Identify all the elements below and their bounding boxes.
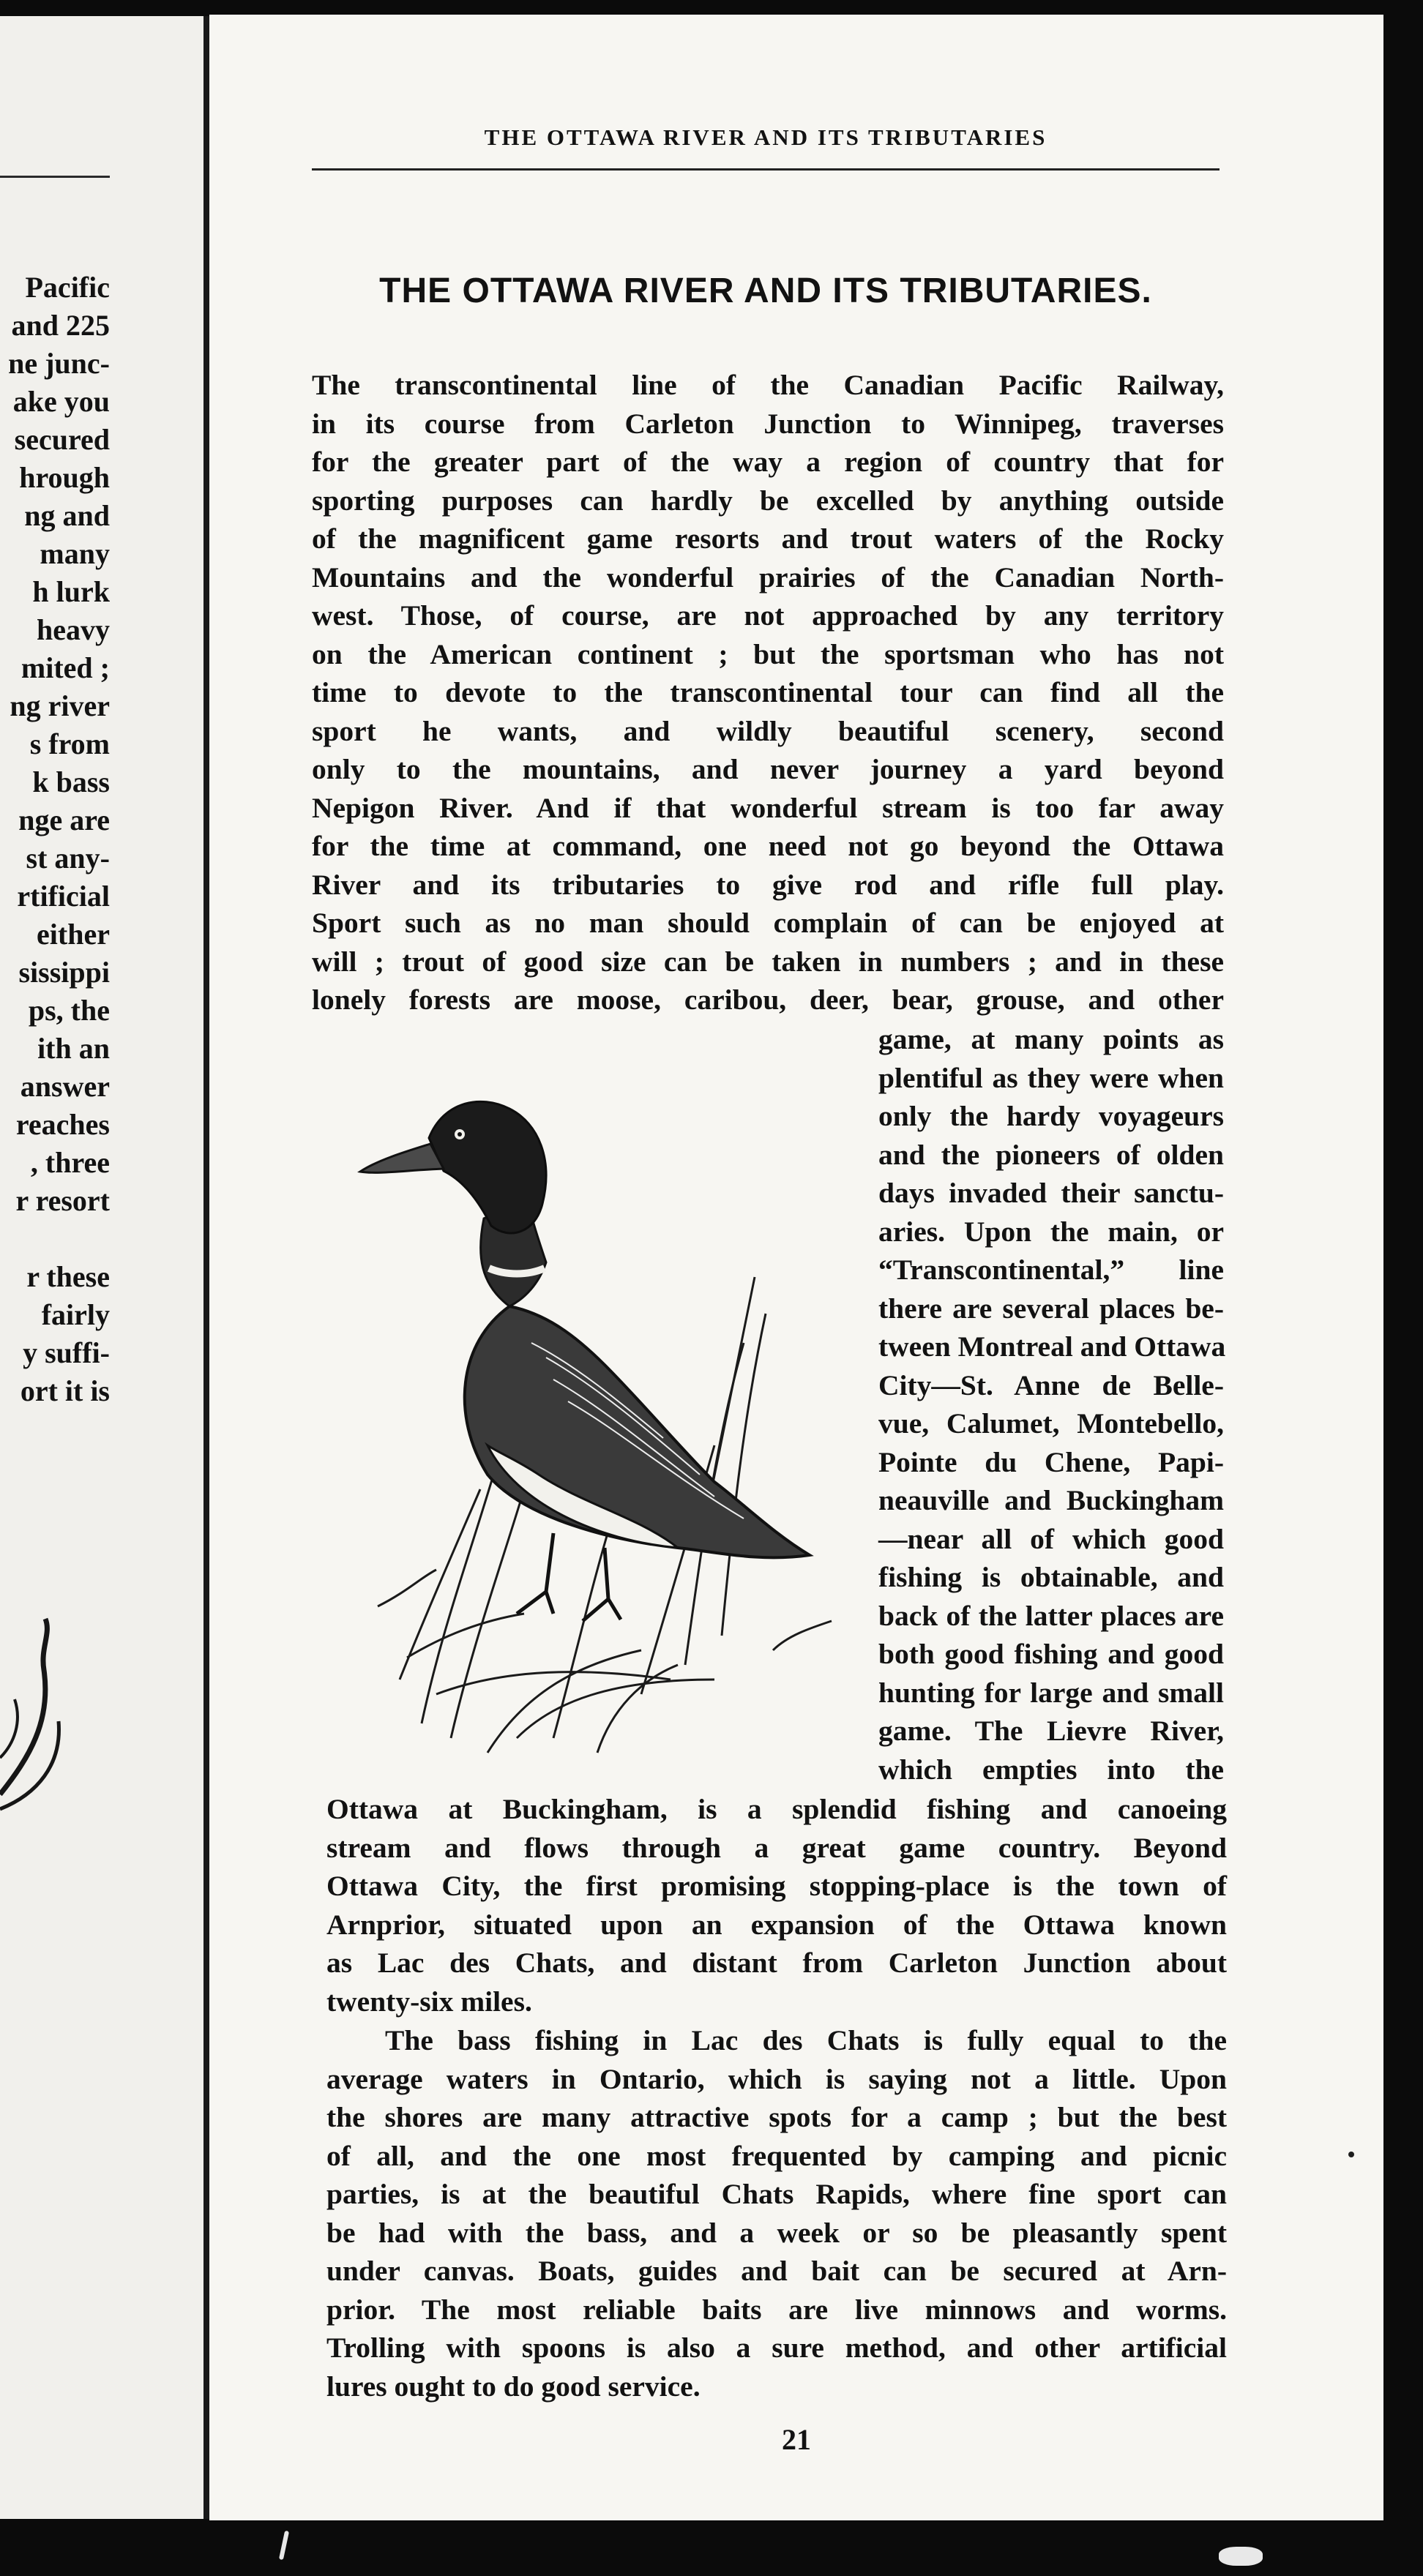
paragraph-1: [312, 366, 1224, 1019]
text-line: under canvas. Boats, guides and bait can be secured at Arn-: [326, 2255, 1227, 2287]
page-number: 21: [782, 2423, 811, 2456]
scan-border: [1383, 0, 1423, 2576]
text-line: aries. Upon the main, or: [878, 1215, 1224, 1248]
text-line: lonely forests are moose, caribou, deer, bear, grouse, and other: [312, 984, 1224, 1016]
text-line: only the hardy voyageurs: [878, 1100, 1224, 1132]
book-gutter: [203, 16, 209, 2519]
previous-page-line: mited ;: [20, 651, 110, 684]
text-line: sporting purposes can hardly be excelled by anything outside: [312, 484, 1224, 517]
text-line: City—St. Anne de Belle-: [878, 1368, 1224, 1401]
text-line: as Lac des Chats, and distant from Carleton Junction about: [326, 1947, 1227, 1979]
previous-page-line: fairly: [41, 1298, 110, 1331]
text-line: plentiful as they were when: [878, 1061, 1224, 1094]
text-line: for the time at command, one need not go beyond the Ottawa: [312, 830, 1224, 862]
text-line: Trolling with spoons is also a sure method, and other artificial: [326, 2332, 1227, 2364]
text-line: for the greater part of the way a region of country that for: [312, 446, 1224, 478]
text-line: Ottawa at Buckingham, is a splendid fishing and canoeing: [326, 1793, 1227, 1825]
text-line: be had with the bass, and a week or so be pleasantly spent: [326, 2216, 1227, 2249]
previous-page-line: rtificial: [17, 880, 110, 913]
previous-page-line: Pacific: [25, 271, 110, 304]
text-line: Ottawa City, the first promising stopping-place is the town of: [326, 1870, 1227, 1902]
previous-page-line: ne junc-: [8, 347, 110, 380]
previous-page-line: r resort: [15, 1184, 110, 1217]
text-line: Pointe du Chene, Papi-: [878, 1445, 1224, 1478]
text-line: “Transcontinental,” line: [878, 1254, 1224, 1286]
previous-page-line: ng river: [10, 689, 110, 722]
text-line: only to the mountains, and never journey a yard beyond: [312, 753, 1224, 785]
text-line: average waters in Ontario, which is saying not a little. Upon: [326, 2062, 1227, 2095]
previous-page-line: answer: [20, 1070, 110, 1103]
previous-page-line: k bass: [32, 765, 110, 798]
text-line: Mountains and the wonderful prairies of the Canadian North-: [312, 561, 1224, 594]
previous-page-line: secured: [14, 423, 110, 456]
previous-page-line: r these: [26, 1260, 110, 1293]
text-line: the shores are many attractive spots for a camp ; but the best: [326, 2101, 1227, 2133]
text-line: sport he wants, and wildly beautiful scenery, second: [312, 714, 1224, 747]
scan-speck: [279, 2531, 289, 2560]
text-line: hunting for large and small: [878, 1676, 1224, 1709]
previous-page-line: st any-: [26, 842, 110, 875]
text-line: River and its tributaries to give rod and rifle full play.: [312, 868, 1224, 901]
previous-page-line: reaches: [15, 1108, 110, 1141]
previous-page-line: y suffi-: [23, 1336, 110, 1369]
text-line: time to devote to the transcontinental tour can find all the: [312, 676, 1224, 708]
text-line: fishing is obtainable, and: [878, 1561, 1224, 1593]
previous-page-line: h lurk: [32, 575, 110, 608]
text-line: of the magnificent game resorts and trout waters of the Rocky: [312, 523, 1224, 555]
previous-page-line: [0, 1220, 110, 1258]
text-line: Sport such as no man should complain of can be enjoyed at: [312, 907, 1224, 939]
previous-page-fragment: [0, 16, 203, 2519]
previous-page-line: either: [37, 918, 110, 951]
text-line: tween Montreal and Ottawa: [878, 1330, 1226, 1363]
text-line: which empties into the: [878, 1753, 1224, 1786]
previous-page-line: sissippi: [18, 956, 110, 989]
scan-speck: [1219, 2547, 1263, 2566]
previous-page-line: heavy: [37, 613, 110, 646]
text-line: west. Those, of course, are not approached by any territory: [312, 599, 1224, 632]
paragraph-1-continuation: [326, 1790, 1227, 2021]
paragraph-1-beside-illustration: [878, 1020, 1224, 1789]
text-line: The transcontinental line of the Canadian Pacific Railway,: [312, 369, 1224, 401]
text-line: lures ought to do good service.: [326, 2370, 701, 2403]
text-line: —near all of which good: [878, 1522, 1224, 1555]
text-line: will ; trout of good size can be taken in numbers ; and in these: [312, 945, 1224, 978]
previous-page-line: ort it is: [20, 1374, 110, 1407]
previous-page-line: hrough: [19, 461, 110, 494]
mallard-duck-engraving: [334, 1036, 861, 1767]
text-line: parties, is at the beautiful Chats Rapids, where fine sport can: [326, 2178, 1227, 2210]
text-line: there are several places be-: [878, 1292, 1224, 1325]
book-page: [209, 15, 1383, 2520]
text-line: twenty-six miles.: [326, 1985, 532, 2018]
running-head: THE OTTAWA RIVER AND ITS TRIBUTARIES: [484, 124, 1047, 150]
text-line: of all, and the one most frequented by camping and picnic: [326, 2139, 1227, 2172]
text-line: vue, Calumet, Montebello,: [878, 1407, 1224, 1439]
previous-page-line: nge are: [18, 804, 110, 836]
previous-page-line: and 225: [11, 309, 110, 342]
text-line: in its course from Carleton Junction to Winnipeg, traverses: [312, 407, 1224, 440]
text-line: neauville and Buckingham: [878, 1484, 1224, 1516]
text-line: back of the latter places are: [878, 1599, 1224, 1632]
text-line: Arnprior, situated upon an expansion of the Ottawa known: [326, 1908, 1227, 1941]
previous-page-line: many: [40, 537, 110, 570]
previous-page-head-rule: [0, 176, 110, 178]
text-line: Nepigon River. And if that wonderful stream is too far away: [312, 791, 1224, 824]
previous-page-line: ps, the: [28, 994, 110, 1027]
antler-illustration-fragment: [0, 1575, 66, 1868]
text-line: The bass fishing in Lac des Chats is fully equal to the: [385, 2024, 1227, 2056]
text-line: stream and flows through a great game country. Beyond: [326, 1831, 1227, 1864]
paragraph-2: [326, 2021, 1227, 2405]
previous-page-line: s from: [29, 727, 110, 760]
text-line: on the American continent ; but the sportsman who has not: [312, 637, 1224, 670]
text-line: days invaded their sanctu-: [878, 1177, 1224, 1209]
article-title: THE OTTAWA RIVER AND ITS TRIBUTARIES.: [379, 272, 1152, 310]
previous-page-line: ake you: [12, 385, 110, 418]
text-line: prior. The most reliable baits are live minnows and worms.: [326, 2293, 1227, 2326]
previous-page-line: , three: [30, 1146, 110, 1179]
text-line: and the pioneers of olden: [878, 1138, 1224, 1171]
text-line: game. The Lievre River,: [878, 1715, 1224, 1747]
running-head-rule: [312, 168, 1220, 171]
text-line: game, at many points as: [878, 1023, 1224, 1055]
previous-page-line: ith an: [37, 1032, 110, 1065]
text-line: both good fishing and good: [878, 1638, 1224, 1670]
previous-page-text: [0, 269, 110, 1410]
scan-speck: [1348, 2152, 1354, 2157]
previous-page-line: ng and: [24, 499, 110, 532]
